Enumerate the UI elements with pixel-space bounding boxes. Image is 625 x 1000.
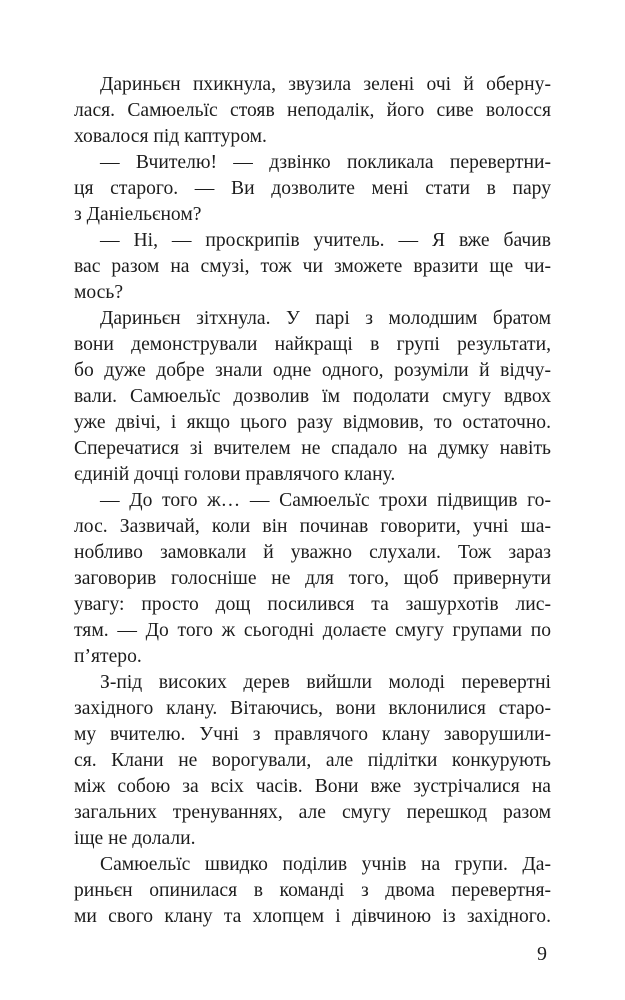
text-line: ся. Клани не ворогували, але підлітки конкурують [74,750,551,771]
text-line: вас разом на смузі, тож чи зможете вразити ще чи- [74,256,551,277]
text-line: З-під високих дерев вийшли молоді перевертні [100,672,551,693]
text-line: лася. Самюельїс стояв неподалік, його сиве волосся [74,100,551,121]
text-line: західного клану. Вітаючись, вони вклонилися старо- [74,698,551,719]
text-line: увагу: просто дощ посилився та зашурхотів лис- [74,594,551,615]
text-line: уже двічі, і якщо цього разу відмовив, то остаточно. [74,412,551,433]
text-line: лос. Зазвичай, коли він починав говорити, учні ша- [74,516,551,537]
text-line: мось? [74,282,124,303]
text-line: Сперечатися зі вчителем не спадало на думку навіть [74,438,551,459]
text-line: Самюельїс швидко поділив учнів на групи. Да- [100,854,551,875]
text-line: Дариньєн пхикнула, звузила зелені очі й оберну- [100,74,551,95]
text-line: риньєн опинилася в команді з двома перевертня- [74,880,551,901]
text-line: — Вчителю! — дзвінко покликала перевертни- [100,152,551,173]
text-line: між собою за всіх часів. Вони вже зустрічалися на [74,776,551,797]
text-line: — До того ж… — Самюельїс трохи підвищив го- [100,490,551,511]
text-line: ця старого. — Ви дозволите мені стати в пару [74,178,551,199]
text-line: єдиній дочці голови правлячого клану. [74,464,396,485]
text-line: загальних тренуваннях, але смугу перешкод разом [74,802,551,823]
text-line: бо дуже добре знали одне одного, розуміли й відчу- [74,360,551,381]
text-line: вали. Самюельїс дозволив їм подолати смугу вдвох [74,386,551,407]
text-line: іще не долали. [74,828,196,849]
text-line: нобливо замовкали й уважно слухали. Тож зараз [74,542,551,563]
text-line: заговорив голосніше не для того, щоб привернути [74,568,551,589]
text-line: вони демонстрували найкращі в групі результати, [74,334,551,355]
text-line: п’ятеро. [74,646,142,667]
text-line: ми свого клану та хлопцем і дівчиною із західного. [74,906,551,927]
text-line: з Даніельєном? [74,204,202,225]
text-line: ховалося під каптуром. [74,126,267,147]
page-number: 9 [537,943,547,965]
body-text [74,72,551,930]
text-line: му вчителю. Учні з правлячого клану заворушили- [74,724,551,745]
text-line: — Ні, — проскрипів учитель. — Я вже бачив [100,230,551,251]
text-line: Дариньєн зітхнула. У парі з молодшим братом [100,308,551,329]
text-line: тям. — До того ж сьогодні долаєте смугу групами по [74,620,551,641]
